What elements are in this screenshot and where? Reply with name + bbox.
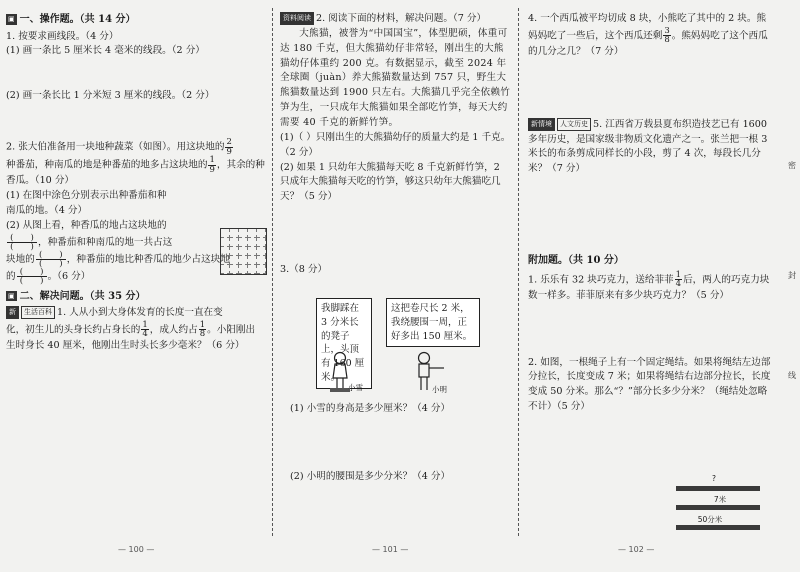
rope-bar-bottom: [676, 525, 760, 530]
tag-history: 人文历史: [557, 118, 591, 131]
q1b: (2) 画一条长比 1 分米短 3 厘米的线段。（2 分）: [6, 90, 215, 102]
section-badge: ▣: [8, 15, 15, 23]
fraction: $\frac{1}{8}$: [199, 319, 206, 340]
fraction: $\frac{2}{9}$: [226, 137, 232, 157]
seal-char: 线: [788, 371, 796, 380]
column-middle: [280, 12, 512, 278]
rope-label-7m: 7米: [713, 495, 727, 504]
tag-new-context: 新情境: [528, 118, 555, 131]
section-operations-title: ▣ 一、操作题。（共 14 分）: [8, 14, 136, 25]
rope-bar-top: [676, 486, 760, 491]
tag-reading: 资料阅读: [280, 12, 314, 25]
fraction: $\frac{1}{4}$: [142, 319, 148, 340]
q4-text: 4. 一个西瓜被平均切成 8 块，小熊吃了其中的 2 块。熊妈妈吃了一些后，这个西瓜还剩 $\frac{3}{8}$ 。熊妈妈吃了这个西瓜的几分之几？（7 分）: [528, 13, 768, 57]
seal-char: 密: [788, 161, 796, 170]
rope-question-label: ?: [712, 474, 716, 483]
column-right: [528, 12, 774, 415]
children-illustration: [320, 350, 480, 398]
column-divider: [518, 8, 519, 536]
name-xiaoming: 小明: [432, 385, 447, 394]
q2-2: (2) 从图上看，种香瓜的地占这块地的: [6, 219, 167, 231]
q3-text: 新 生活百科 1. 人从小到大身体发育的长度一直在变 化，初生儿的头身长约占身长的 $\frac{1}{4}$ ，成人约占 $\frac{1}{8}$ 。小阳刚出 生时身长 40 厘米，他刚出生时头长多少毫米？（6 分）: [6, 307, 256, 351]
q1a: (1) 画一条比 5 厘米长 4 毫米的线段。（2 分）: [6, 45, 205, 57]
q3-head: 3.（8 分）: [280, 264, 328, 276]
extra-section-title: 附加题。（共 10 分）: [528, 255, 624, 267]
vegetable-plot-grid[interactable]: [220, 228, 267, 275]
girl-figure: [330, 353, 350, 393]
q3-sub1: (1) 小雪的身高是多少厘米？（4 分）: [290, 403, 451, 414]
page-number: — 102 —: [618, 545, 655, 554]
tag-life: 生活百科: [21, 306, 55, 319]
answer-fraction-blank[interactable]: ( ) ( ): [7, 234, 37, 251]
speech-bubble-xiaoxue: 我脚踩在 3 分米长的凳子上，头顶有 160 厘米。: [316, 298, 372, 389]
tag-new: 新: [6, 306, 19, 319]
q1-line: 1. 按要求画线段。（4 分）: [6, 30, 119, 42]
q2-1: (1) 在图中涂色分别表示出种番茄和种 南瓜的地。（4 分）: [6, 189, 167, 216]
section-solve-title: ▣ 二、解决问题。（共 35 分）: [8, 290, 146, 302]
fraction: $\frac{3}{8}$: [664, 25, 670, 46]
q5-text: 新情境 人文历史 5. 江西省万载县夏布织造技艺已有 1600 多年历史，是国家级非物质文化遗产之一。张兰把一根 3 米长的布条剪成同样长的小段，剪了 4 次，每段长几分米？（7 分）: [528, 118, 768, 175]
reading-q1: (1)（ ）只刚出生的大熊猫幼仔的质量大约是 1 千克。（2 分）: [280, 131, 511, 158]
answer-fraction-blank[interactable]: ( ) ( ): [36, 251, 66, 268]
page-number: — 101 —: [372, 545, 409, 554]
speech-bubble-xiaoming: 这把卷尺长 2 米，我绕腰围一周，正好多出 150 厘米。: [386, 298, 480, 347]
extra-q1: 1. 乐乐有 32 块巧克力，送给菲菲 $\frac{1}{4}$ 后，两人的巧克力块数一样多。菲菲原来有多少块巧克力？（5 分）: [528, 269, 770, 301]
fraction: $\frac{1}{4}$: [675, 269, 682, 290]
reading-q2: (2) 如果 1 只幼年大熊猫每天吃 8 千克新鲜竹笋，2 只成年大熊猫每天吃的竹笋，够这只幼年大熊猫吃几天？（5 分）: [280, 161, 501, 203]
rope-bar-middle: [676, 505, 760, 510]
section-badge: ▣: [8, 291, 15, 300]
fraction: $\frac{1}{9}$: [209, 155, 215, 175]
q2-text: 2. 张大伯准备用一块地种蔬菜（如图）。用这块地的 $\frac{2}{9}$ 种番茄，种南瓜的地是种番茄的地多占这块地的 $\frac{1}{9}$ ，其余的种香瓜。（10 分）: [6, 137, 265, 187]
answer-fraction-blank[interactable]: ( ) ( ): [17, 268, 47, 285]
page-number: — 100 —: [118, 545, 155, 554]
reading-paragraph: 大熊猫，被誉为“中国国宝”，体型肥硕，体重可达 180 千克，但大熊猫幼仔非常轻，刚出生的大熊猫幼仔体重约 200 克。有数据显示，截至 2024 年全球圈（juàn）养大熊猫数量达到 757 只，野生大熊猫数量达到 1900 只左右。大熊猫几乎完全依赖竹笋为生，一只成年大熊猫如果全部吃竹笋，每天大约需要 40 千克的新鲜竹笋。: [280, 27, 511, 129]
extra-q2: 2. 如图，一根绳子上有一个固定绳结。如果将绳结左边部分拉长，长度变成 7 米；如果将绳结右边部分拉长，长度变成 50 分米。那么“？”部分长多少分米？（绳结处忽略不计）（5 分）: [528, 356, 771, 413]
column-left: ▣ 一、操作题。（共 14 分） 1. 按要求画线段。（4 分） (1) 画一条比 5 厘米长 4 毫米的线段。（2 分） (2) 画一条长比 1 分米短 3 厘米的线段。（2 分） 2. 张大伯准备用一块地种蔬菜（如图）。用这块地的 $\frac{2}{9}$ 种番茄，种南瓜的地是种番茄的地多占这块地的 $\frac{1}{9}$ ，其余的种香瓜。（10 分） (1) 在图中涂色分别表示出种番茄和种 南瓜的地。（4 分） (2) 从图上看，种香瓜的地占这块地的 ( ) ( ) ，种番茄和种南瓜的地一共占这 块地的 ( ) ( ) ，种番茄的地比种香瓜的地少占这块地 的 ( ) ( ) 。（6 分） ▣ 二、解决问题。（共 35 分） 新 生活百科 1. 人从小到大身体发育的长度一直在变 化，初生儿的头身长约占身长的 $\frac{1}{4}$ ，成人约占 $\frac{1}{8}$ 。小阳刚出 生时身长 40 厘米，他刚出生时头长多少毫米？（6 分）: [6, 12, 268, 354]
reading-head: 资料阅读 2. 阅读下面的材料，解决问题。（7 分）: [280, 12, 512, 27]
column-divider: [272, 8, 273, 536]
seal-char: 封: [788, 271, 796, 280]
rope-label-50dm: 50分米: [697, 515, 723, 524]
name-xiaoxue: 小雪: [348, 383, 363, 392]
q3-sub2: (2) 小明的腰围是多少分米？（4 分）: [290, 471, 451, 482]
